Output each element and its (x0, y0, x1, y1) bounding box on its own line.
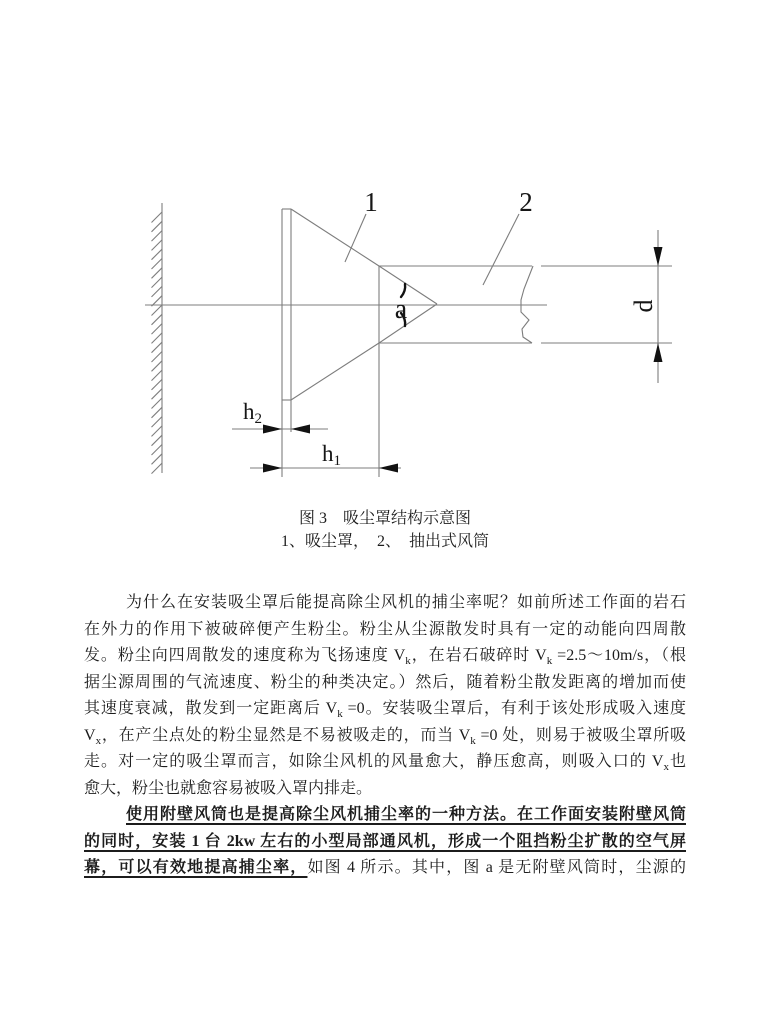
body-paragraph-1 (84, 590, 686, 802)
text-line: 其速度衰减，散发到一定距离后 $V_k =0$。安装吸尘罩后，有利于该处形成吸入速度 (84, 700, 686, 720)
dimension-d-label: d (629, 299, 658, 313)
arrowhead (379, 464, 398, 473)
text-line: 使用附壁风筒也是提高除尘风机捕尘率的一种方法。在工作面安装附壁风筒 (126, 806, 686, 823)
body-paragraph-2 (84, 802, 686, 882)
arrowhead (654, 343, 663, 362)
text-line: 幕，可以有效地提高捕尘率，如图 4 所示。其中，图 a 是无附壁风筒时，尘源的 (84, 859, 686, 876)
wall-hatch-group (152, 212, 163, 474)
text-line: 的同时，安装 1 台 2kw 左右的小型局部通风机，形成一个阻挡粉尘扩散的空气屏 (84, 832, 686, 850)
text-line: 发。粉尘向四周散发的速度称为飞扬速度 $V_k$，在岩石破碎时 $V_k$ =2.5～10m/s，（根 (84, 647, 686, 667)
dimension-h1 (250, 441, 401, 473)
text-line: 愈大，粉尘也就愈容易被吸入罩内排走。 (84, 779, 373, 797)
text-line: 在外力的作用下被破碎便产生粉尘。粉尘从尘源散发时具有一定的动能向四周散 (84, 620, 686, 638)
arrowhead (263, 425, 282, 434)
figure-caption: 图 3 吸尘罩结构示意图 (298, 510, 471, 527)
angle-a (395, 284, 408, 326)
text-line: $V_x$，在产尘点处的粉尘显然是不易被吸走的，而当 $V_k =0$ 处，则易于被吸尘罩所吸 (84, 726, 686, 747)
arrowhead (291, 425, 310, 434)
dimension-d (629, 230, 663, 383)
leader-line-2 (483, 214, 519, 285)
text-line: 据尘源周围的气流速度、粉尘的种类决定。）然后，随着粉尘散发距离的增加而使 (84, 673, 686, 691)
text-line: 走。对一定的吸尘罩而言，如除尘风机的风量愈大，静压愈高，则吸入口的 $V_x$也 (84, 753, 686, 773)
part-label-2: 2 (519, 187, 533, 217)
text-line: 为什么在安装吸尘罩后能提高除尘风机的捕尘率呢？如前所述工作面的岩石 (126, 594, 686, 611)
dimension-h1-label: h1 (322, 441, 341, 469)
hood-flange (282, 209, 291, 477)
arrowhead (263, 464, 282, 473)
dimension-h2-label: h2 (243, 399, 262, 427)
figure-subcaption: 1、吸尘罩， 2、 抽出式风筒 (280, 533, 489, 550)
leader-line-1 (345, 214, 366, 262)
dimension-h2 (232, 399, 328, 434)
angle-a-label: a (394, 294, 408, 325)
arrowhead (654, 247, 663, 266)
part-label-1: 1 (364, 187, 378, 217)
